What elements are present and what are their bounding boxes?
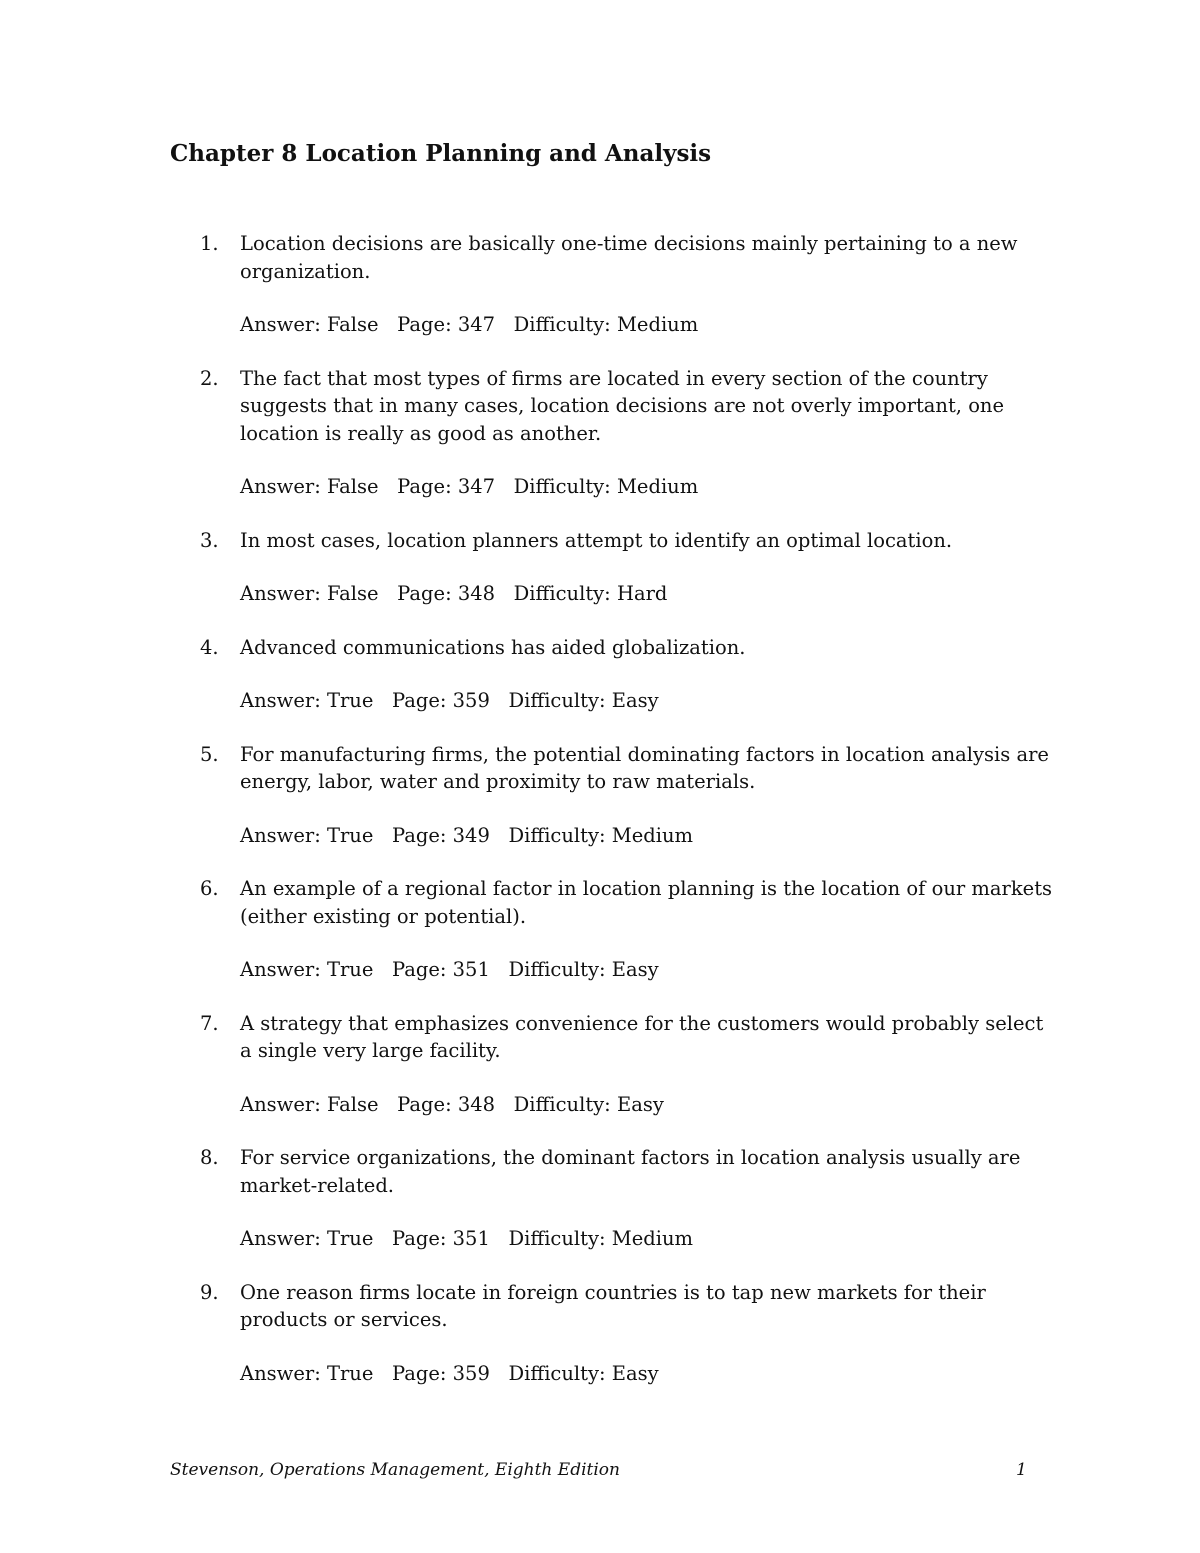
question-text: For manufacturing firms, the potential dominating factors in location analysis are energy, labor, water and proximity to raw materials. xyxy=(240,742,1049,793)
question-text: A strategy that emphasizes convenience for the customers would probably select a single very large facility. xyxy=(240,1011,1044,1062)
question-item-2 xyxy=(200,365,1070,501)
question-text: For service organizations, the dominant factors in location analysis usually are market-related. xyxy=(240,1146,1021,1197)
question-text: Location decisions are basically one-time decisions mainly pertaining to a new organization. xyxy=(240,232,1018,283)
question-number: 4. xyxy=(200,635,219,659)
question-number: 3. xyxy=(200,528,219,552)
question-number: 1. xyxy=(200,232,219,255)
page-title: Chapter 8 Location Planning and Analysis xyxy=(170,140,712,167)
question-item-4 xyxy=(200,634,1070,715)
question-item-3 xyxy=(200,527,1070,608)
question-number: 8. xyxy=(200,1146,219,1169)
question-number: 7. xyxy=(200,1011,219,1035)
question-item-9 xyxy=(200,1279,1070,1388)
answer-line: Answer: False Page: 348 Difficulty: Hard xyxy=(240,582,668,605)
question-number: 6. xyxy=(200,877,219,900)
answer-line: Answer: True Page: 351 Difficulty: Medium xyxy=(240,1227,694,1250)
question-item-6 xyxy=(200,875,1070,984)
question-item-7 xyxy=(200,1010,1070,1119)
question-number: 9. xyxy=(200,1280,219,1304)
answer-line: Answer: True Page: 359 Difficulty: Easy xyxy=(240,1361,659,1385)
answer-line: Answer: True Page: 359 Difficulty: Easy xyxy=(240,689,659,712)
question-item-5 xyxy=(200,741,1070,850)
question-text: An example of a regional factor in location planning is the location of our markets (either existing or potential). xyxy=(240,877,1053,928)
footer-source: Stevenson, Operations Management, Eighth Edition xyxy=(170,1460,620,1480)
answer-line: Answer: True Page: 349 Difficulty: Medium xyxy=(240,823,694,847)
question-text: Advanced communications has aided globalization. xyxy=(240,635,746,659)
answer-line: Answer: True Page: 351 Difficulty: Easy xyxy=(240,958,659,981)
question-item-8 xyxy=(200,1144,1070,1253)
question-text: The fact that most types of firms are located in every section of the country suggests that in many cases, location decisions are not overly important, one location is really as good as another. xyxy=(240,366,1005,445)
answer-line: Answer: False Page: 348 Difficulty: Easy xyxy=(240,1092,664,1116)
question-text: One reason firms locate in foreign countries is to tap new markets for their products or services. xyxy=(240,1280,986,1331)
answer-line: Answer: False Page: 347 Difficulty: Medium xyxy=(240,313,699,336)
question-number: 5. xyxy=(200,742,219,766)
question-item-1 xyxy=(200,230,1070,339)
footer-page-number: 1 xyxy=(1016,1460,1027,1480)
question-list xyxy=(200,230,1070,1387)
question-text: In most cases, location planners attempt to identify an optimal location. xyxy=(240,528,953,552)
question-number: 2. xyxy=(200,366,219,390)
answer-line: Answer: False Page: 347 Difficulty: Medium xyxy=(240,475,699,498)
